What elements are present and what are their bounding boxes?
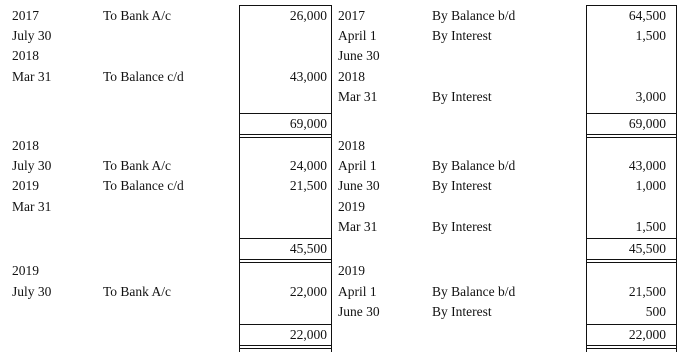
credit-date: June 30 [338, 48, 380, 64]
debit-total-top-rule [239, 113, 332, 114]
debit-amount: 22,000 [289, 283, 327, 299]
credit-total-amount: 69,000 [628, 116, 666, 131]
credit-date: 2018 [338, 138, 365, 153]
credit-total-amount: 45,500 [628, 241, 666, 256]
debit-total-top-rule [239, 238, 332, 239]
credit-particulars: By Interest [432, 178, 492, 194]
debit-date: July 30 [12, 28, 52, 44]
debit-total-double-rule-2 [239, 137, 332, 138]
credit-date: 2019 [338, 198, 365, 214]
credit-amount: 1,500 [635, 28, 666, 44]
credit-total-double-rule-2 [586, 262, 677, 263]
debit-date: 2018 [12, 138, 39, 153]
credit-particulars: By Interest [432, 88, 492, 104]
credit-date: June 30 [338, 304, 380, 319]
credit-date: April 1 [338, 158, 377, 174]
credit-total-double-rule-1 [586, 134, 677, 135]
debit-date: Mar 31 [12, 68, 52, 84]
debit-particulars: To Bank A/c [103, 8, 172, 23]
credit-total-double-rule-1 [586, 259, 677, 260]
credit-amount: 1,500 [635, 218, 666, 234]
credit-particulars: By Interest [432, 218, 492, 234]
debit-amount: 26,000 [289, 8, 327, 23]
debit-amount-right-rule [331, 5, 332, 352]
debit-amount: 24,000 [289, 158, 327, 174]
debit-date: 2018 [12, 48, 39, 64]
credit-amount: 1,000 [635, 178, 666, 194]
debit-total-double-rule-1 [239, 259, 332, 260]
credit-date: April 1 [338, 28, 377, 44]
credit-date: 2018 [338, 68, 365, 84]
debit-date: 2017 [12, 8, 39, 23]
debit-particulars: To Balance c/d [103, 68, 184, 84]
debit-total-top-rule [239, 324, 332, 325]
credit-particulars: By Interest [432, 304, 492, 319]
debit-date: Mar 31 [12, 198, 52, 214]
credit-total-top-rule [586, 238, 677, 239]
top-rule [239, 5, 332, 6]
credit-date: Mar 31 [338, 88, 378, 104]
credit-amount: 3,000 [635, 88, 666, 104]
debit-particulars: To Bank A/c [103, 283, 172, 299]
credit-amount: 500 [645, 304, 666, 319]
debit-date: 2019 [12, 178, 39, 194]
debit-date: July 30 [12, 158, 52, 174]
debit-particulars: To Bank A/c [103, 158, 172, 174]
debit-total-double-rule-1 [239, 345, 332, 346]
credit-total-top-rule [586, 324, 677, 325]
credit-particulars: By Balance b/d [432, 283, 516, 299]
debit-amount: 21,500 [289, 178, 327, 194]
credit-particulars: By Interest [432, 28, 492, 44]
top-rule-credit [586, 5, 677, 6]
debit-amount: 43,000 [289, 68, 327, 84]
debit-total-double-rule-1 [239, 134, 332, 135]
credit-particulars: By Balance b/d [432, 158, 516, 174]
debit-date: 2019 [12, 263, 39, 278]
credit-total-double-rule-2 [586, 348, 677, 349]
debit-date: July 30 [12, 283, 52, 299]
debit-particulars: To Balance c/d [103, 178, 184, 194]
credit-date: Mar 31 [338, 218, 378, 234]
credit-total-amount: 22,000 [628, 327, 666, 342]
debit-total-amount: 22,000 [289, 327, 327, 342]
credit-amount: 43,000 [628, 158, 666, 174]
credit-total-double-rule-1 [586, 345, 677, 346]
debit-total-amount: 69,000 [289, 116, 327, 131]
credit-total-top-rule [586, 113, 677, 114]
debit-total-amount: 45,500 [289, 241, 327, 256]
credit-total-double-rule-2 [586, 137, 677, 138]
credit-amount: 21,500 [628, 283, 666, 299]
credit-date: June 30 [338, 178, 380, 194]
credit-amount-right-rule [676, 5, 677, 352]
credit-date: 2017 [338, 8, 365, 23]
debit-total-double-rule-2 [239, 262, 332, 263]
credit-amount: 64,500 [628, 8, 666, 23]
credit-date: 2019 [338, 263, 365, 278]
debit-total-double-rule-2 [239, 348, 332, 349]
credit-date: April 1 [338, 283, 377, 299]
credit-particulars: By Balance b/d [432, 8, 516, 23]
